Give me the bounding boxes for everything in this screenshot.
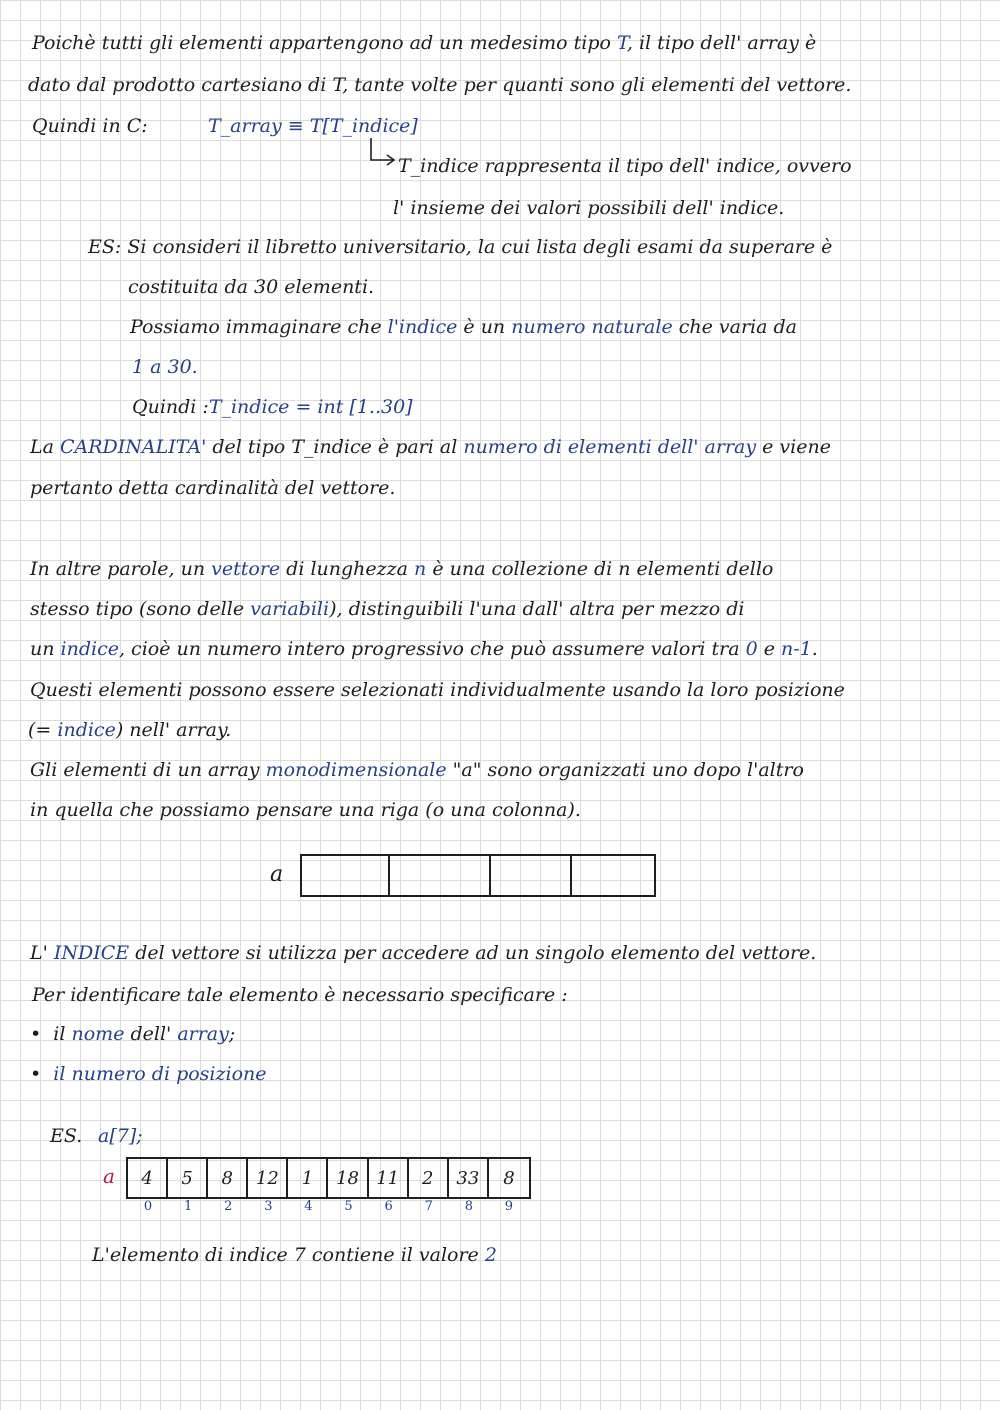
text-span: dell': [124, 1023, 178, 1045]
text-span: variabili: [250, 598, 330, 620]
text-span: T_indice = int [1..30]: [208, 396, 413, 418]
text-line: [30, 940, 816, 966]
array-cell: 12: [248, 1159, 288, 1197]
array-cell: 33: [449, 1159, 489, 1197]
bullet-item: [30, 1021, 235, 1047]
text-span: e: [757, 638, 782, 660]
text-line: [130, 314, 797, 340]
empty-array-cell: [390, 856, 491, 895]
example-array: [126, 1157, 531, 1199]
text-line: Per identificare tale elemento è necessario specificare :: [32, 984, 568, 1006]
text-span: ) nell' array.: [115, 719, 232, 741]
example-expression: a[7];: [98, 1125, 143, 1147]
example-label: ES.: [50, 1125, 83, 1147]
text-span: array: [177, 1023, 229, 1045]
array-index: 4: [304, 1199, 313, 1214]
example-array-label: a: [103, 1164, 115, 1188]
c-type-definition: T_array ≡ T[T_indice]: [208, 115, 418, 137]
text-span: che varia da: [672, 316, 797, 338]
text-line: in quella che possiamo pensare una riga (o una colonna).: [30, 799, 581, 821]
text-span: ;: [228, 1023, 236, 1045]
text-line: [28, 717, 231, 743]
array-index: 8: [464, 1199, 473, 1214]
array-cell: 18: [329, 1159, 369, 1197]
text-span: del tipo T_indice è pari al: [206, 436, 464, 458]
text-span: .: [811, 638, 818, 660]
text-span: Poichè tutti gli elementi appartengono ad un medesimo tipo: [32, 32, 618, 54]
text-span: 0: [745, 638, 758, 660]
text-line: costituita da 30 elementi.: [128, 276, 375, 298]
text-span: numero di elementi dell' array: [463, 436, 757, 458]
text-span: Possiamo immaginare che: [130, 316, 388, 338]
empty-array-cell: [302, 856, 390, 895]
text-span: "a" sono organizzati uno dopo l'altro: [446, 759, 804, 781]
bullet-item: [30, 1061, 267, 1087]
array-index: 0: [143, 1199, 153, 1214]
text-span: L': [30, 942, 54, 964]
text-span: del vettore si utilizza per accedere ad un singolo elemento del vettore.: [129, 942, 817, 964]
text-span: n-1: [781, 638, 812, 660]
text-span: , cioè un numero intero progressivo che può assumere valori tra: [118, 638, 746, 660]
text-line: [32, 30, 816, 56]
array-cell: 1: [288, 1159, 328, 1197]
text-span: La: [30, 436, 60, 458]
text-span: 2: [484, 1244, 497, 1266]
array-cell: 8: [208, 1159, 248, 1197]
text-span: CARDINALITA': [59, 436, 207, 458]
text-line: dato dal prodotto cartesiano di T, tante volte per quanti sono gli elementi del vettore.: [28, 74, 852, 96]
array-cell: 2: [409, 1159, 449, 1197]
array-cell: 11: [369, 1159, 409, 1197]
text-line: [30, 556, 773, 582]
text-span: l'indice: [387, 316, 458, 338]
bullet-dot: •: [30, 1023, 54, 1045]
empty-array-diagram: [300, 854, 656, 897]
text-line: ES: Si consideri il libretto universitario, la cui lista degli esami da superare è: [88, 236, 833, 258]
array-cell: 4: [128, 1159, 168, 1197]
text-span: Quindi in C:: [32, 115, 148, 137]
text-span: stesso tipo (sono delle: [30, 598, 251, 620]
text-span: , il tipo dell' array è: [626, 32, 817, 54]
text-span: il numero di posizione: [53, 1063, 267, 1085]
text-line: [30, 434, 831, 460]
text-line: [92, 1242, 497, 1268]
text-span: nome: [71, 1023, 125, 1045]
text-line: 1 a 30.: [132, 356, 198, 378]
array-diagram-label: a: [270, 862, 284, 887]
text-line: l' insieme dei valori possibili dell' indice.: [393, 197, 785, 219]
text-line: [30, 757, 804, 783]
text-span: vettore: [211, 558, 281, 580]
text-span: monodimensionale: [265, 759, 447, 781]
array-index: 9: [504, 1199, 514, 1214]
bullet-dot: •: [30, 1063, 54, 1085]
array-index: 3: [264, 1199, 273, 1214]
array-cell: 5: [168, 1159, 208, 1197]
array-index: 7: [424, 1199, 433, 1214]
text-span: indice: [60, 638, 119, 660]
type-t: T: [617, 32, 627, 54]
array-index: 1: [184, 1199, 193, 1214]
empty-array-cell: [572, 856, 654, 895]
text-span: n: [414, 558, 427, 580]
text-span: è un: [457, 316, 512, 338]
text-span: e viene: [756, 436, 831, 458]
arrow-icon: [365, 136, 401, 172]
text-line: pertanto detta cardinalità del vettore.: [30, 477, 396, 499]
text-span: indice: [57, 719, 116, 741]
text-span: ), distinguibili l'una dall' altra per mezzo di: [329, 598, 745, 620]
array-index: 6: [384, 1199, 393, 1214]
text-span: numero naturale: [511, 316, 673, 338]
text-span: è una collezione di n elementi dello: [426, 558, 774, 580]
array-index: 2: [224, 1199, 233, 1214]
text-line: [132, 394, 413, 420]
text-span: di lunghezza: [280, 558, 415, 580]
text-span: In altre parole, un: [30, 558, 212, 580]
text-span: L'elemento di indice 7 contiene il valore: [92, 1244, 485, 1266]
text-line: [32, 113, 148, 139]
array-index: 5: [344, 1199, 353, 1214]
text-line: [30, 636, 818, 662]
text-line: T_indice rappresenta il tipo dell' indice, ovvero: [398, 155, 852, 177]
text-span: il: [53, 1023, 72, 1045]
text-span: INDICE: [53, 942, 130, 964]
text-line: Questi elementi possono essere selezionati individualmente usando la loro posizione: [30, 679, 845, 701]
text-span: un: [30, 638, 61, 660]
text-span: Quindi :: [132, 396, 209, 418]
text-span: (=: [28, 719, 58, 741]
array-cell: 8: [503, 1167, 515, 1189]
text-span: Gli elementi di un array: [30, 759, 266, 781]
empty-array-cell: [491, 856, 572, 895]
text-line: [30, 596, 744, 622]
